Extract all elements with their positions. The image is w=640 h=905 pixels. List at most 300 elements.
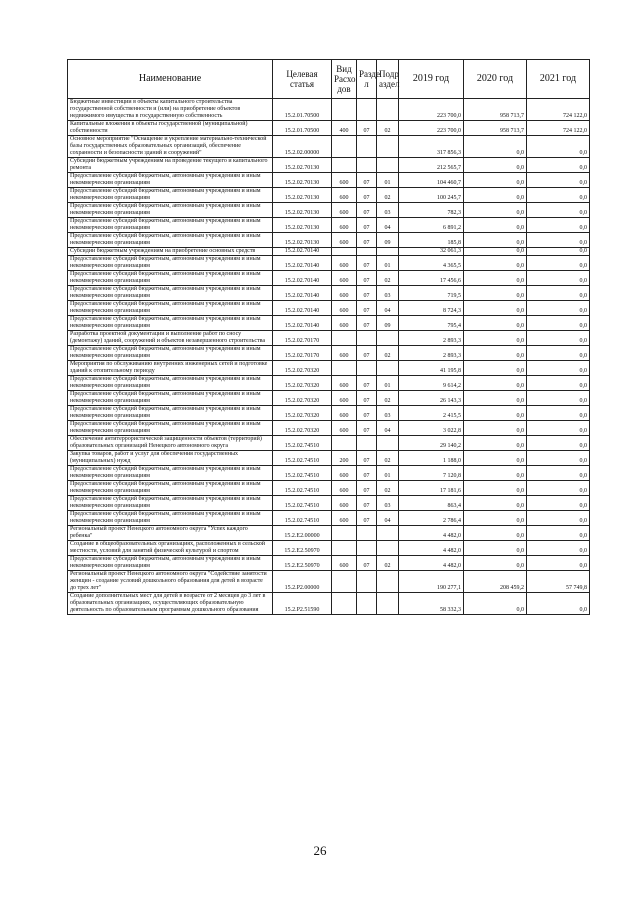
row-code: 15.2.02.74510 — [273, 481, 332, 496]
header-2020: 2020 год — [464, 60, 527, 99]
row-code: 15.2.02.70130 — [273, 173, 332, 188]
table-row — [68, 331, 590, 346]
row-vid: 600 — [332, 173, 357, 188]
row-razdel — [357, 526, 377, 541]
row-code: 15.2.02.74510 — [273, 436, 332, 451]
row-2019: 26 143,3 — [399, 391, 464, 406]
row-name: Мероприятия по обслуживанию внутренних инженерных сетей и подготовке зданий к отопительному периоду — [68, 361, 273, 376]
row-vid — [332, 436, 357, 451]
row-vid: 600 — [332, 481, 357, 496]
header-podrazdel: Подр аздел — [377, 60, 399, 99]
row-2021: 0,0 — [527, 436, 590, 451]
table-row — [68, 346, 590, 361]
row-vid: 200 — [332, 451, 357, 466]
table-body — [68, 99, 590, 615]
row-2019: 41 195,8 — [399, 361, 464, 376]
row-2019: 185,8 — [399, 233, 464, 248]
row-vid: 600 — [332, 271, 357, 286]
row-2019: 2 786,4 — [399, 511, 464, 526]
row-code: 15.2.02.70130 — [273, 218, 332, 233]
row-2021: 0,0 — [527, 203, 590, 218]
header-name: Наименование — [68, 60, 273, 99]
row-podrazdel: 04 — [377, 218, 399, 233]
row-2020: 0,0 — [464, 316, 527, 331]
table-row — [68, 571, 590, 593]
row-podrazdel — [377, 526, 399, 541]
row-2021: 0,0 — [527, 173, 590, 188]
row-name: Обеспечение антитеррористической защищенности объектов (территорий) образовательных организаций Ненецкого автономного округа — [68, 436, 273, 451]
row-name: Субсидии бюджетным учреждениям на приобретение основных средств — [68, 248, 273, 256]
row-2020: 208 459,2 — [464, 571, 527, 593]
row-2020: 0,0 — [464, 593, 527, 615]
row-vid: 600 — [332, 406, 357, 421]
row-podrazdel — [377, 593, 399, 615]
row-2019: 8 724,3 — [399, 301, 464, 316]
row-2020: 0,0 — [464, 451, 527, 466]
row-name: Предоставление субсидий бюджетным, автономным учреждениям и иным некоммерческим организациям — [68, 188, 273, 203]
table-row — [68, 316, 590, 331]
header-2019: 2019 год — [399, 60, 464, 99]
row-vid: 600 — [332, 203, 357, 218]
row-podrazdel: 04 — [377, 301, 399, 316]
row-name: Предоставление субсидий бюджетным, автономным учреждениям и иным некоммерческим организациям — [68, 391, 273, 406]
row-podrazdel: 02 — [377, 451, 399, 466]
row-2021: 0,0 — [527, 481, 590, 496]
row-name: Предоставление субсидий бюджетным, автономным учреждениям и иным некоммерческим организациям — [68, 203, 273, 218]
row-razdel — [357, 361, 377, 376]
table-row — [68, 556, 590, 571]
row-razdel: 07 — [357, 301, 377, 316]
row-razdel: 07 — [357, 421, 377, 436]
row-2020: 0,0 — [464, 391, 527, 406]
row-name: Предоставление субсидий бюджетным, автономным учреждениям и иным некоммерческим организациям — [68, 421, 273, 436]
row-2021: 0,0 — [527, 593, 590, 615]
row-code: 15.2.02.70140 — [273, 316, 332, 331]
row-code: 15.2.P2.51590 — [273, 593, 332, 615]
row-2019: 17 456,6 — [399, 271, 464, 286]
row-name: Создание дополнительных мест для детей в возрасте от 2 месяцев до 3 лет в образовательных организациях, осуществляющих образовательную деятельность по образовательным программам дошкольного образования — [68, 593, 273, 615]
row-code: 15.2.02.70320 — [273, 421, 332, 436]
row-vid: 600 — [332, 316, 357, 331]
row-2019: 17 181,6 — [399, 481, 464, 496]
row-2021: 0,0 — [527, 376, 590, 391]
row-razdel: 07 — [357, 233, 377, 248]
row-razdel — [357, 436, 377, 451]
row-podrazdel: 02 — [377, 188, 399, 203]
table-row — [68, 203, 590, 218]
row-vid — [332, 361, 357, 376]
row-2020: 0,0 — [464, 436, 527, 451]
budget-table — [67, 59, 590, 615]
row-name: Предоставление субсидий бюджетным, автономным учреждениям и иным некоммерческим организациям — [68, 218, 273, 233]
row-name: Предоставление субсидий бюджетным, автономным учреждениям и иным некоммерческим организациям — [68, 286, 273, 301]
row-2021: 0,0 — [527, 316, 590, 331]
row-name: Субсидии бюджетным учреждениям на проведение текущего и капитального ремонта — [68, 158, 273, 173]
row-2020: 0,0 — [464, 361, 527, 376]
row-name: Предоставление субсидий бюджетным, автономным учреждениям и иным некоммерческим организациям — [68, 271, 273, 286]
row-2019: 7 120,8 — [399, 466, 464, 481]
row-name: Предоставление субсидий бюджетным, автономным учреждениям и иным некоммерческим организациям — [68, 556, 273, 571]
row-2019: 4 482,0 — [399, 526, 464, 541]
row-2020: 0,0 — [464, 421, 527, 436]
row-vid: 600 — [332, 286, 357, 301]
row-2021: 0,0 — [527, 271, 590, 286]
row-2019: 1 188,0 — [399, 451, 464, 466]
row-name: Создание в общеобразовательных организациях, расположенных в сельской местности, условий для занятий физической культурой и спортом — [68, 541, 273, 556]
row-2021: 0,0 — [527, 346, 590, 361]
row-razdel — [357, 99, 377, 121]
row-vid — [332, 248, 357, 256]
row-code: 15.2.02.70130 — [273, 158, 332, 173]
row-2019: 9 614,2 — [399, 376, 464, 391]
row-2021: 0,0 — [527, 391, 590, 406]
row-2020: 0,0 — [464, 376, 527, 391]
row-podrazdel: 03 — [377, 496, 399, 511]
row-2019: 719,5 — [399, 286, 464, 301]
row-razdel — [357, 248, 377, 256]
row-vid — [332, 593, 357, 615]
row-2021: 724 122,0 — [527, 121, 590, 136]
row-name: Предоставление субсидий бюджетным, автономным учреждениям и иным некоммерческим организациям — [68, 511, 273, 526]
row-razdel — [357, 136, 377, 158]
table-row — [68, 188, 590, 203]
row-razdel: 07 — [357, 466, 377, 481]
row-razdel: 07 — [357, 346, 377, 361]
row-code: 15.2.02.70130 — [273, 203, 332, 218]
table-row — [68, 286, 590, 301]
row-code: 15.2.02.00000 — [273, 136, 332, 158]
row-razdel: 07 — [357, 481, 377, 496]
row-2021: 0,0 — [527, 158, 590, 173]
row-2021: 0,0 — [527, 466, 590, 481]
row-2019: 29 140,2 — [399, 436, 464, 451]
row-2021: 0,0 — [527, 451, 590, 466]
row-vid: 600 — [332, 496, 357, 511]
row-razdel — [357, 331, 377, 346]
row-vid — [332, 541, 357, 556]
row-2020: 0,0 — [464, 346, 527, 361]
row-name: Предоставление субсидий бюджетным, автономным учреждениям и иным некоммерческим организациям — [68, 466, 273, 481]
row-vid: 600 — [332, 188, 357, 203]
row-2020: 0,0 — [464, 286, 527, 301]
row-2021: 0,0 — [527, 301, 590, 316]
row-podrazdel: 02 — [377, 271, 399, 286]
row-razdel: 07 — [357, 451, 377, 466]
row-vid: 600 — [332, 511, 357, 526]
row-2021: 0,0 — [527, 541, 590, 556]
row-vid: 600 — [332, 218, 357, 233]
row-razdel: 07 — [357, 271, 377, 286]
row-razdel — [357, 593, 377, 615]
row-2020: 958 713,7 — [464, 121, 527, 136]
row-name: Предоставление субсидий бюджетным, автономным учреждениям и иным некоммерческим организациям — [68, 256, 273, 271]
row-code: 15.2.01.70500 — [273, 99, 332, 121]
row-2021: 0,0 — [527, 136, 590, 158]
table-row — [68, 301, 590, 316]
row-2019: 782,3 — [399, 203, 464, 218]
row-code: 15.2.02.70320 — [273, 391, 332, 406]
header-vid: Вид Расхо дов — [332, 60, 357, 99]
row-razdel: 07 — [357, 218, 377, 233]
row-2021: 0,0 — [527, 331, 590, 346]
row-2019: 212 565,7 — [399, 158, 464, 173]
row-razdel: 07 — [357, 391, 377, 406]
row-name: Предоставление субсидий бюджетным, автономным учреждениям и иным некоммерческим организациям — [68, 316, 273, 331]
row-2020: 0,0 — [464, 301, 527, 316]
row-code: 15.2.02.70320 — [273, 376, 332, 391]
row-razdel: 07 — [357, 173, 377, 188]
row-2019: 3 022,8 — [399, 421, 464, 436]
row-razdel: 07 — [357, 376, 377, 391]
row-code: 15.2.E2.50970 — [273, 556, 332, 571]
row-razdel: 07 — [357, 511, 377, 526]
row-code: 15.2.02.70130 — [273, 188, 332, 203]
row-podrazdel — [377, 436, 399, 451]
row-code: 15.2.02.74510 — [273, 466, 332, 481]
row-razdel: 07 — [357, 188, 377, 203]
row-2020: 0,0 — [464, 496, 527, 511]
row-podrazdel: 04 — [377, 511, 399, 526]
row-2019: 317 856,3 — [399, 136, 464, 158]
row-2021: 0,0 — [527, 511, 590, 526]
row-2021: 0,0 — [527, 421, 590, 436]
row-2020: 0,0 — [464, 511, 527, 526]
table-row — [68, 421, 590, 436]
row-2020: 0,0 — [464, 173, 527, 188]
table-row — [68, 406, 590, 421]
row-name: Предоставление субсидий бюджетным, автономным учреждениям и иным некоммерческим организациям — [68, 376, 273, 391]
row-name: Капитальные вложения в объекты государственной (муниципальной) собственности — [68, 121, 273, 136]
row-code: 15.2.02.74510 — [273, 451, 332, 466]
table-row — [68, 391, 590, 406]
row-2019: 104 460,7 — [399, 173, 464, 188]
row-2019: 2 893,3 — [399, 346, 464, 361]
row-razdel: 07 — [357, 256, 377, 271]
table-row — [68, 136, 590, 158]
row-2021: 0,0 — [527, 286, 590, 301]
row-code: 15.2.02.70140 — [273, 256, 332, 271]
row-vid: 600 — [332, 346, 357, 361]
row-2020: 0,0 — [464, 526, 527, 541]
row-podrazdel — [377, 99, 399, 121]
row-podrazdel: 03 — [377, 286, 399, 301]
table-row — [68, 436, 590, 451]
row-name: Бюджетные инвестиции в объекты капитального строительства государственной собственности и (или) на приобретение объектов недвижимого имущества в государственную собственность — [68, 99, 273, 121]
row-2021: 0,0 — [527, 233, 590, 248]
row-vid: 600 — [332, 421, 357, 436]
header-code: Целевая статья — [273, 60, 332, 99]
row-name: Предоставление субсидий бюджетным, автономным учреждениям и иным некоммерческим организациям — [68, 496, 273, 511]
table-row — [68, 256, 590, 271]
table-row — [68, 218, 590, 233]
row-vid: 400 — [332, 121, 357, 136]
page-number: 26 — [313, 843, 327, 858]
table-row — [68, 158, 590, 173]
row-code: 15.2.02.74510 — [273, 496, 332, 511]
table-row — [68, 451, 590, 466]
row-razdel — [357, 158, 377, 173]
table-row — [68, 496, 590, 511]
row-2021: 0,0 — [527, 526, 590, 541]
row-podrazdel — [377, 331, 399, 346]
row-podrazdel: 09 — [377, 233, 399, 248]
table-row — [68, 271, 590, 286]
row-podrazdel: 04 — [377, 421, 399, 436]
row-2020: 0,0 — [464, 271, 527, 286]
row-2019: 4 482,0 — [399, 541, 464, 556]
row-podrazdel: 01 — [377, 173, 399, 188]
table-header-row — [68, 60, 590, 99]
row-podrazdel — [377, 361, 399, 376]
row-name: Предоставление субсидий бюджетным, автономным учреждениям и иным некоммерческим организациям — [68, 481, 273, 496]
row-2020: 0,0 — [464, 556, 527, 571]
header-2021: 2021 год — [527, 60, 590, 99]
row-podrazdel: 02 — [377, 481, 399, 496]
row-2019: 795,4 — [399, 316, 464, 331]
row-2020: 0,0 — [464, 248, 527, 256]
row-podrazdel — [377, 541, 399, 556]
row-2019: 6 891,2 — [399, 218, 464, 233]
row-name: Разработка проектной документации и выполнение работ по сносу (демонтажу) зданий, сооружений и объектов незавершенного строительства — [68, 331, 273, 346]
row-2021: 57 749,8 — [527, 571, 590, 593]
table-row — [68, 526, 590, 541]
row-2020: 0,0 — [464, 481, 527, 496]
row-vid — [332, 526, 357, 541]
row-name: Предоставление субсидий бюджетным, автономным учреждениям и иным некоммерческим организациям — [68, 173, 273, 188]
row-2019: 58 332,3 — [399, 593, 464, 615]
row-name: Региональный проект Ненецкого автономного округа "Успех каждого ребенка" — [68, 526, 273, 541]
row-2020: 0,0 — [464, 466, 527, 481]
row-2019: 863,4 — [399, 496, 464, 511]
row-2021: 0,0 — [527, 248, 590, 256]
table-row — [68, 361, 590, 376]
row-2020: 0,0 — [464, 406, 527, 421]
row-razdel: 07 — [357, 406, 377, 421]
row-razdel: 07 — [357, 316, 377, 331]
row-razdel: 07 — [357, 203, 377, 218]
row-2020: 0,0 — [464, 203, 527, 218]
row-podrazdel — [377, 571, 399, 593]
row-vid: 600 — [332, 376, 357, 391]
row-name: Закупка товаров, работ и услуг для обеспечения государственных (муниципальных) нужд — [68, 451, 273, 466]
row-podrazdel: 02 — [377, 121, 399, 136]
row-razdel: 07 — [357, 286, 377, 301]
row-podrazdel: 02 — [377, 556, 399, 571]
row-razdel — [357, 571, 377, 593]
row-podrazdel — [377, 136, 399, 158]
row-2020: 0,0 — [464, 188, 527, 203]
row-code: 15.2.02.70140 — [273, 271, 332, 286]
row-podrazdel: 02 — [377, 391, 399, 406]
row-2021: 0,0 — [527, 218, 590, 233]
table-row — [68, 121, 590, 136]
table-row — [68, 541, 590, 556]
row-razdel: 07 — [357, 496, 377, 511]
row-2019: 223 700,0 — [399, 99, 464, 121]
header-razdel: Разде л — [357, 60, 377, 99]
row-code: 15.2.02.70140 — [273, 248, 332, 256]
table-row — [68, 248, 590, 256]
row-razdel — [357, 541, 377, 556]
row-2021: 0,0 — [527, 556, 590, 571]
row-vid — [332, 99, 357, 121]
row-2021: 0,0 — [527, 361, 590, 376]
row-name: Региональный проект Ненецкого автономного округа "Содействие занятости женщин - создание условий дошкольного образования для детей в возрасте до трех лет" — [68, 571, 273, 593]
row-name: Основное мероприятие "Оснащение и укрепление материально-технической базы государственных образовательных организаций, обеспечение сохранности и безопасности зданий и сооружений" — [68, 136, 273, 158]
row-podrazdel: 03 — [377, 406, 399, 421]
row-code: 15.2.02.70140 — [273, 301, 332, 316]
row-2021: 0,0 — [527, 188, 590, 203]
row-2019: 32 061,3 — [399, 248, 464, 256]
row-2020: 0,0 — [464, 218, 527, 233]
row-2019: 190 277,1 — [399, 571, 464, 593]
row-2021: 0,0 — [527, 496, 590, 511]
row-code: 15.2.02.70320 — [273, 361, 332, 376]
table-row — [68, 511, 590, 526]
row-podrazdel: 01 — [377, 376, 399, 391]
row-vid — [332, 571, 357, 593]
row-podrazdel: 09 — [377, 316, 399, 331]
row-vid: 600 — [332, 233, 357, 248]
row-2020: 0,0 — [464, 136, 527, 158]
row-2021: 0,0 — [527, 406, 590, 421]
table-row — [68, 466, 590, 481]
row-razdel: 07 — [357, 121, 377, 136]
row-code: 15.2.E2.50970 — [273, 541, 332, 556]
row-podrazdel: 02 — [377, 346, 399, 361]
row-podrazdel: 01 — [377, 256, 399, 271]
row-2019: 4 365,5 — [399, 256, 464, 271]
table-row — [68, 481, 590, 496]
row-2020: 958 713,7 — [464, 99, 527, 121]
row-code: 15.2.01.70500 — [273, 121, 332, 136]
row-2021: 0,0 — [527, 256, 590, 271]
row-name: Предоставление субсидий бюджетным, автономным учреждениям и иным некоммерческим организациям — [68, 406, 273, 421]
row-vid — [332, 158, 357, 173]
row-razdel: 07 — [357, 556, 377, 571]
row-vid: 600 — [332, 256, 357, 271]
row-code: 15.2.E2.00000 — [273, 526, 332, 541]
row-podrazdel: 03 — [377, 203, 399, 218]
row-name: Предоставление субсидий бюджетным, автономным учреждениям и иным некоммерческим организациям — [68, 233, 273, 248]
table-row — [68, 376, 590, 391]
row-2020: 0,0 — [464, 158, 527, 173]
row-vid — [332, 331, 357, 346]
row-vid: 600 — [332, 556, 357, 571]
row-vid: 600 — [332, 301, 357, 316]
row-2019: 100 245,7 — [399, 188, 464, 203]
row-vid — [332, 136, 357, 158]
row-2019: 2 415,5 — [399, 406, 464, 421]
row-2019: 223 700,0 — [399, 121, 464, 136]
row-code: 15.2.02.70130 — [273, 233, 332, 248]
row-2020: 0,0 — [464, 256, 527, 271]
table-row — [68, 99, 590, 121]
row-name: Предоставление субсидий бюджетным, автономным учреждениям и иным некоммерческим организациям — [68, 346, 273, 361]
table-row — [68, 233, 590, 248]
row-code: 15.2.02.74510 — [273, 511, 332, 526]
row-podrazdel — [377, 248, 399, 256]
row-vid: 600 — [332, 466, 357, 481]
row-code: 15.2.02.70320 — [273, 406, 332, 421]
table-row — [68, 593, 590, 615]
row-code: 15.2.02.70140 — [273, 286, 332, 301]
row-name: Предоставление субсидий бюджетным, автономным учреждениям и иным некоммерческим организациям — [68, 301, 273, 316]
row-code: 15.2.02.70170 — [273, 346, 332, 361]
row-2019: 4 482,0 — [399, 556, 464, 571]
row-podrazdel: 01 — [377, 466, 399, 481]
row-2019: 2 893,3 — [399, 331, 464, 346]
